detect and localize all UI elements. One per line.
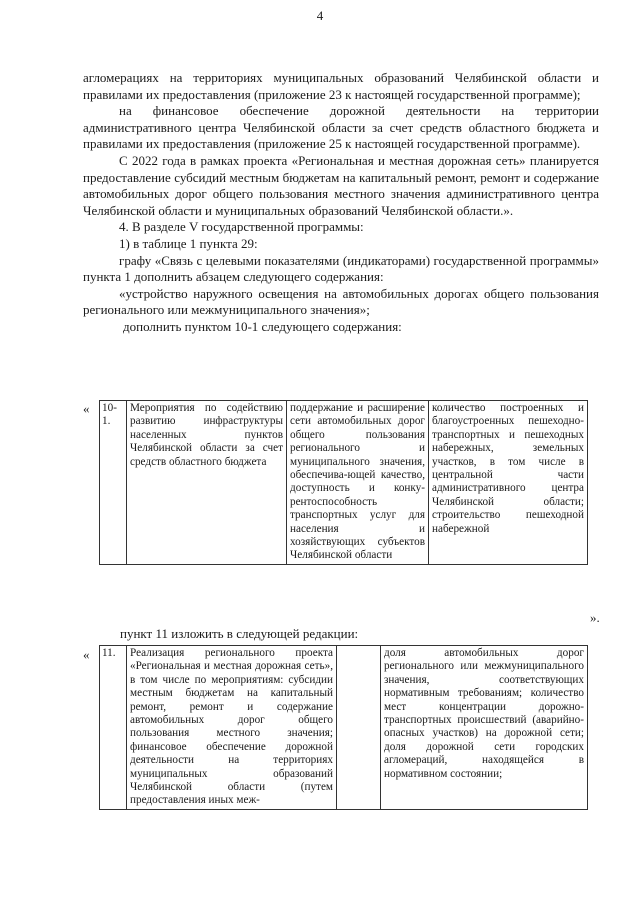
table1-open-quote: « (83, 401, 90, 416)
table2-col2 (337, 646, 381, 810)
paragraph-2022: С 2022 года в рамках проекта «Региональная и местная дорожная сеть» планируется предоставление субсидий местным бюджетам на капитальный ремонт, ремонт и содержание автомобильных дорог общего пользования местного значения административного центра Челябинской области и муниципальных образований Челябинской области.». (83, 152, 599, 218)
table-row (100, 401, 588, 565)
paragraph-add-10-1: дополнить пунктом 10-1 следующего содержания: (123, 318, 402, 334)
table1-number: 10-1. (100, 401, 127, 565)
paragraph-agglomerations: агломерациях на территориях муниципальных образований Челябинской области и правилами их предоставления (приложение 23 к настоящей государственной программе); (83, 70, 599, 102)
table1-col3: количество построенных и благоустроенных пешеходно-транспортных и пешеходных набережных, земельных участков, в том числе в центральной части административного центра Челябинской области; строительство пешеходной набережной (429, 401, 588, 565)
table-10-1 (99, 400, 588, 565)
paragraph-column: графу «Связь с целевыми показателями (индикаторами) государственной программы» пункта 1 дополнить абзацем следующего содержания: (83, 252, 599, 285)
table-11 (99, 645, 588, 810)
table2-open-quote: « (83, 647, 90, 662)
body-text (83, 70, 599, 336)
page-number: 4 (316, 8, 324, 23)
paragraph-financing: на финансовое обеспечение дорожной деятельности на территории административного центра Челябинской области за счет средств областного бюджета и правилами их предоставления (приложение 25 к настоящей государственной программе). (83, 103, 599, 152)
table-row (100, 646, 588, 810)
table2-col1: Реализация регионального проекта «Региональная и местная дорожная сеть», в том числе по мероприятиям: субсидии местным бюджетам на капитальный ремонт, ремонт и содержание автомобильных дорог общего пользования местного значения; финансовое обеспечение дорожной деятельности на территориях муниципальных образований Челябинской области (путем предоставления иных меж- (127, 646, 337, 810)
table1-close-quote: ». (590, 610, 600, 625)
paragraph-table-1: 1) в таблице 1 пункта 29: (119, 235, 258, 251)
table1-col1: Мероприятия по содействию развитию инфраструктуры населенных пунктов Челябинской области за счет средств областного бюджета (127, 401, 287, 565)
section-heading: пункт 11 изложить в следующей редакции: (120, 626, 359, 641)
table1-col2: поддержание и расширение сети автомобильных дорог общего пользования регионального и муниципального значения, обеспечива-ющей качество, доступность и конку-рентоспособность транспортных услуг для населения и хозяйствующих субъектов Челябинской области (287, 401, 429, 565)
paragraph-lighting: «устройство наружного освещения на автомобильных дорогах общего пользования регионального или межмуниципального значения»; (83, 285, 599, 318)
table2-col3: доля автомобильных дорог регионального или межмуниципального значения, соответствующих нормативным требованиям; количество мест концентрации дорожно-транспортных происшествий (аварийно-опасных участков) на дорожной сети; доля дорожной сети городских агломераций, находящейся в нормативном состоянии; (381, 646, 588, 810)
table2-number: 11. (100, 646, 127, 810)
paragraph-section-v: 4. В разделе V государственной программы: (119, 219, 364, 235)
